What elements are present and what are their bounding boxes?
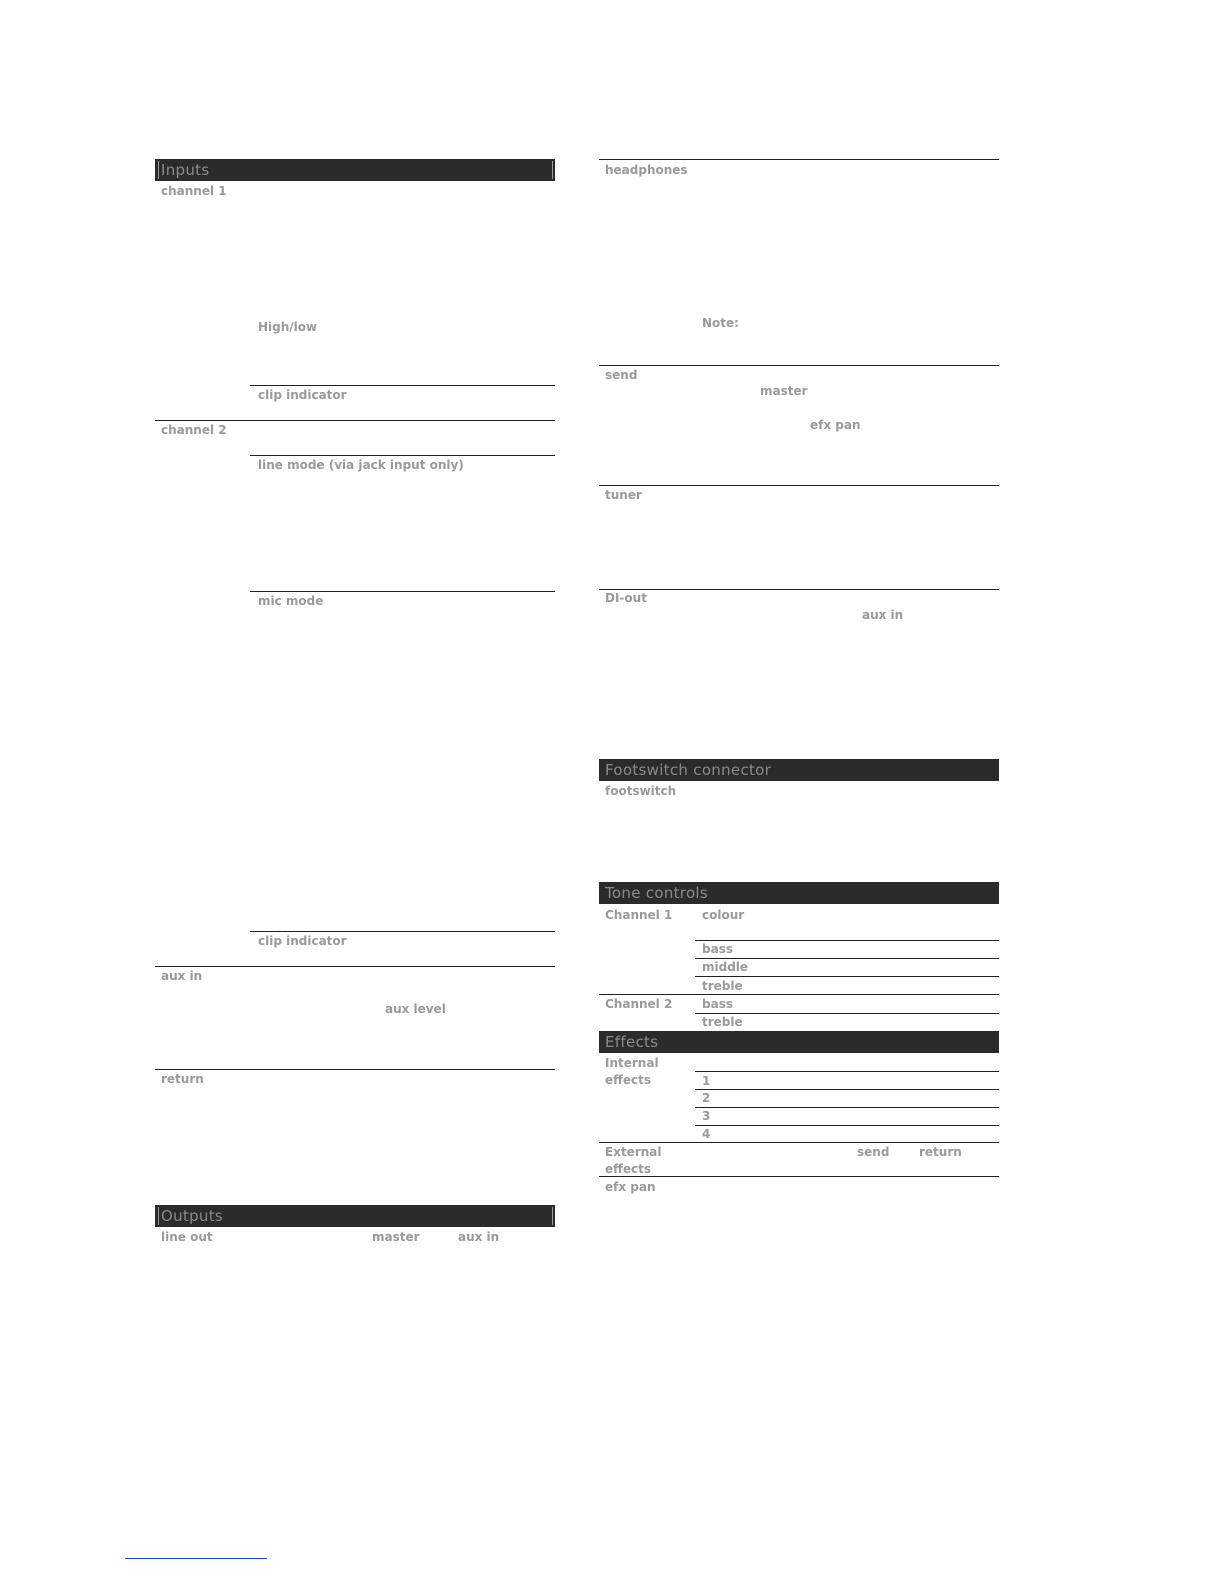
divider [695,1071,999,1072]
send-label: send [605,368,638,382]
section-header-tone-controls: Tone controls [599,882,999,904]
divider [695,940,999,941]
divider [155,1069,555,1070]
di-out-aux-in-label: aux in [862,608,904,622]
aux-in-label: aux in [161,969,203,983]
internal-effects-label-line2: effects [605,1073,651,1087]
divider [695,976,999,977]
efx-pan-label: efx pan [605,1180,656,1194]
send-efx-pan-label: efx pan [810,418,861,432]
preset-4-label: 4 [702,1127,711,1141]
tone-treble-label: treble [702,979,743,993]
section-header-inputs: Inputs [155,159,555,181]
preset-3-label: 3 [702,1109,711,1123]
tone-ch2-bass-label: bass [702,997,733,1011]
line-out-master-label: master [372,1230,420,1244]
tone-bass-label: bass [702,942,733,956]
mic-mode-label: mic mode [258,594,324,608]
external-send-label: send [857,1145,890,1159]
divider [695,1107,999,1108]
divider [695,1125,999,1126]
divider [599,485,999,486]
aux-level-label: aux level [385,1002,446,1016]
high-low-label: High/low [258,320,318,334]
di-out-label: DI-out [605,591,647,605]
external-effects-label-line2: effects [605,1162,651,1176]
divider [250,591,555,592]
channel2-label: channel 2 [161,423,227,437]
section-header-footswitch: Footswitch connector [599,759,999,781]
link-underline[interactable] [125,1558,267,1559]
section-header-outputs: Outputs [155,1205,555,1227]
divider [599,365,999,366]
tone-channel2-label: Channel 2 [605,997,673,1011]
divider [250,931,555,932]
headphones-label: headphones [605,163,688,177]
preset-1-label: 1 [702,1074,711,1088]
divider [599,159,999,160]
divider [155,966,555,967]
divider [599,1142,999,1143]
external-effects-label-line1: External [605,1145,662,1159]
internal-effects-label-line1: Internal [605,1056,659,1070]
clip-indicator-1-label: clip indicator [258,388,347,402]
line-mode-label: line mode (via jack input only) [258,458,464,472]
tone-middle-label: middle [702,960,749,974]
divider [599,1176,999,1177]
footswitch-label: footswitch [605,784,677,798]
divider [599,994,999,995]
divider [599,589,999,590]
channel1-label: channel 1 [161,184,227,198]
preset-2-label: 2 [702,1091,711,1105]
external-return-label: return [919,1145,962,1159]
divider [250,455,555,456]
divider [155,420,555,421]
divider [695,1089,999,1090]
tone-colour-label: colour [702,908,745,922]
divider [250,385,555,386]
clip-indicator-2-label: clip indicator [258,934,347,948]
line-out-label: line out [161,1230,213,1244]
tuner-label: tuner [605,488,642,502]
tone-ch2-treble-label: treble [702,1015,743,1029]
note-label: Note: [702,316,739,330]
line-out-aux-in-label: aux in [458,1230,500,1244]
return-label: return [161,1072,204,1086]
tone-channel1-label: Channel 1 [605,908,673,922]
send-master-label: master [760,384,808,398]
section-header-effects: Effects [599,1031,999,1053]
